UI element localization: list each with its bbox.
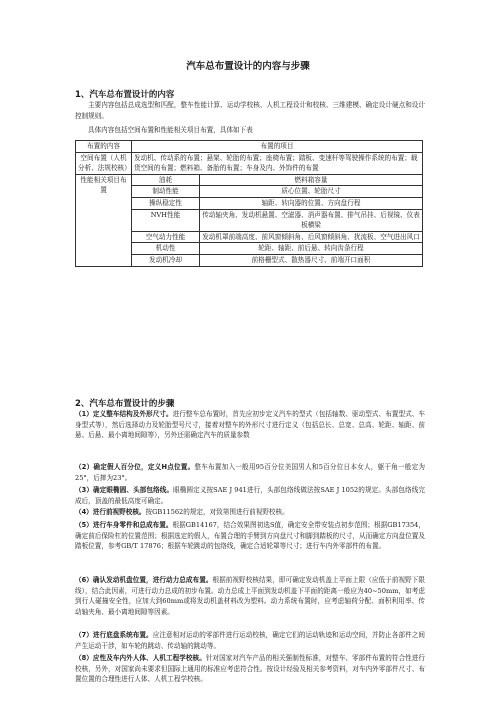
table-header-cell: 布置的项目 [132,141,423,153]
step-lead: （2）确定假人百分位，定义H点位置。 [75,463,195,471]
perf-value: 轮距、轴距、前后悬、转向齿条行程 [200,243,423,255]
perf-value: 前格栅型式、散热器尺寸、前端开口面积 [200,254,423,266]
step-paragraph [75,653,425,685]
perf-value: 发动机罩前端高度、前风窗倾斜角、后风窗倾斜角、扰流板、空气进出风口 [200,231,423,243]
perf-value: 质心位置、轮胎尺寸 [200,186,423,198]
perf-value: 传动轴夹角、发动机悬置、空滤器、消声器布置、排气吊挂、后视镜、仪表板横梁 [200,209,423,231]
step-lead: （1）定义整车结构及外形尺寸。 [75,410,173,418]
perf-key: NVH性能 [132,209,200,231]
table-row [76,174,423,186]
perf-key: 发动机冷却 [132,254,200,266]
row-items-space: 发动机、传动系的布置；悬架、轮胎的布置；座椅布置；踏板、变速杆等驾驶操作系统的布置；载货空间的布置；燃料箱、备胎的布置；车身及内、外饰件的布置 [132,152,423,174]
table-intro: 具体内容包括空间布置和性能相关项目布置，具体如下表 [88,126,253,134]
row-label-space: 空间布置（人机分析、法规校核） [76,152,132,174]
step-paragraph [75,630,425,651]
perf-key: 制动性能 [132,186,200,198]
section-1-heading: 1、汽车总布置设计的内容 [75,90,175,100]
step-paragraph [75,462,425,483]
table-header-row [76,141,423,153]
step-paragraph [75,507,425,518]
table-row [76,152,423,174]
page-title: 汽车总布置设计的内容与步骤 [186,61,310,72]
step-lead: （8）应性及车内外人体、人机工程学校核。 [75,654,206,662]
perf-value: 燃料箱容量 [200,174,423,186]
row-label-performance: 性能相关项目布置 [76,174,132,266]
step-body: 眼椭圆定义按SAE J 941进行，头部包络线做法按SAE J 1052的规定。头部包络线完成后，顶盖的最低高度可确定。 [75,486,425,505]
step-lead: （6）确认发动机盘位置，进行动力总成布置。 [75,576,213,584]
step-paragraph [75,485,425,506]
step-body: 按GB11562的规定，对致第围进行前视野校核。 [145,508,289,516]
step-lead: （7）进行底盘系统布置。 [75,631,153,639]
step-paragraph [75,409,425,441]
step-paragraph [75,520,425,552]
step-lead: （3）确定眼椭圆、头部包络线。 [75,486,174,494]
perf-key: 操纵稳定性 [132,197,200,209]
step-paragraph [75,575,425,617]
perf-key: 油耗 [132,174,200,186]
layout-content-table [75,140,423,267]
step-body: 针对国家对汽车产品的相关强制性标准，对整车、零部件布置的符合性进行校核，另外，对国家尚未要求但国际上通用的标准应考虑符合性。按设计经验及相关参考资料，对车内外零部件尺寸、布置位置的合理性进行人体、人机工程学校核。 [75,654,425,684]
perf-value: 轴距、转向器的位置、方向盘行程 [200,197,423,209]
section-1-intro: 主要内容包括总成选型和匹配，整车性能计算、运动学校核、人机工程设计和校核、三维建模、确定设计硬点和设计控制规则。 [75,101,425,120]
step-body: 进行整车总布置时，首先应初步定义汽车的型式（包括轴数、驱动型式、布置型式、车身型式等），然后选择动力及轮胎型号尺寸，接着对整车的外形尺寸进行定义（包括总长、总宽、总高、轮距、轴距、前悬、后悬、最小离地间隙等），另外还需确定汽车的质量参数 [75,410,426,440]
step-body: 应注意相对运动的零部件进行运动校核，确定它们的运动轨迹和运动空间，并防止各部件之间产生运动干涉，如车轮的跳动、传动轴的跳动等。 [75,631,425,650]
step-lead: （5）进行车身零件和总成布置。 [75,521,173,529]
table-header-cell: 布置的内容 [76,141,132,153]
step-body: 根据GB14167，结合效果图初选S值，确定安全带安装点初步范围；根据GB17354，确定前后保险杠的位置范围；根据选定的假人，布置合理的手臂到方向盘尺寸和脚到踏板的尺寸，从而确定方向盘位置及踏板位置，参考GB/T 17876；根据车轮跳动的包络线，确定合适轮罩等尺寸；进行车内外零部件的布置。 [75,521,425,551]
step-body: 根据前视野校核结果，即可确定发动机盖上平面上限（应低于前视野下限线），结合此因素，可进行动力总成的初步布置。动力总成上平面到发动机盖下平面的距离一般应为40~50mm，如考虑到行人碰撞安全性，应加大到60mm或将发动机盖材料改为塑料。动力系统布置时，应考虑轴荷分配、面积利用率、传动轴夹角、最小离地间隙等因素。 [75,576,425,616]
section-2-heading: 2、汽车总布置设计的步骤 [75,399,175,409]
perf-key: 机动性 [132,243,200,255]
perf-key: 空气动力性能 [132,231,200,243]
step-body: 整车布置加入一般用95百分位美国男人和5百分位日本女人，躯干角一般定为25°，后摔为23°。 [75,463,425,482]
step-lead: （4）进行前视野校核。 [75,508,146,516]
